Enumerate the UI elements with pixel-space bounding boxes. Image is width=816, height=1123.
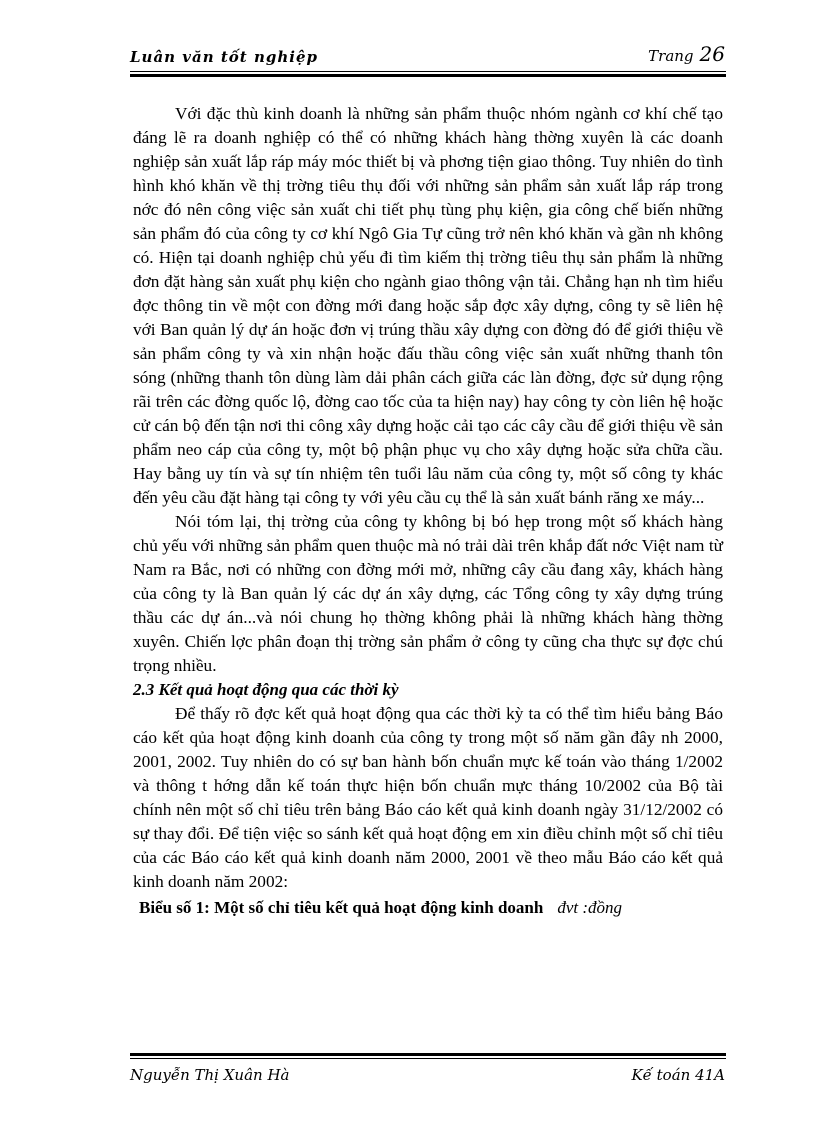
header-rule-thick: [130, 74, 726, 77]
header-title: Luân văn tốt nghiệp: [130, 48, 318, 66]
footer-author: Nguyễn Thị Xuân Hà: [130, 1066, 290, 1084]
header-rule-thin: [130, 71, 726, 72]
main-content: [133, 102, 723, 920]
caption-unit: đvt :đồng: [557, 898, 623, 917]
page-label: Trang: [648, 47, 694, 65]
page-header: [130, 40, 725, 70]
page-number: 26: [699, 42, 725, 66]
footer-rule-thin: [130, 1058, 726, 1059]
caption-title: Biểu số 1: Một số chỉ tiêu kết quả hoạt động kinh doanh: [139, 898, 544, 917]
paragraph-market-summary: Nói tóm lại, thị trờng của công ty không bị bó hẹp trong một số khách hàng chủ yếu với những sản phẩm quen thuộc mà nó trải dài trên khắp đất nớc Việt nam từ Nam ra Bắc, nơi có những con đờng mới mở, những cây cầu đang xây, khách hàng của công ty là Ban quản lý các dự án xây dựng, các Tổng công ty xây dựng trúng thầu các dự án...và nói chung họ thờng không phải là những khách hàng thờng xuyên. Chiến lợc phân đoạn thị trờng sản phẩm ở công ty cũng cha thực sự đợc chú trọng nhiều.: [133, 512, 723, 675]
header-page-label: [648, 42, 725, 66]
footer-class: Kế toán 41A: [631, 1066, 725, 1084]
table-caption: [139, 896, 723, 920]
section-heading: 2.3 Kết quả hoạt động qua các thời kỳ: [133, 680, 399, 699]
paragraph-market-description: Với đặc thù kinh doanh là những sản phẩm thuộc nhóm ngành cơ khí chế tạo đáng lẽ ra doanh nghiệp có thể có những khách hàng thờng xuyên là các doanh nghiệp sản xuất lắp ráp máy móc thiết bị và phơng tiện giao thông. Tuy nhiên do tình hình khó khăn về thị trờng tiêu thụ đối với những sản phẩm sản xuất lắp ráp trong nớc đó nên công việc sản xuất chi tiết phụ tùng phụ kiện, gia công chế biến những sản phẩm đó của công ty cơ khí Ngô Gia Tự cũng trở nên khó khăn và gần nh không có. Hiện tại doanh nghiệp chủ yếu đi tìm kiếm thị trờng tiêu thụ sản phẩm là những đơn đặt hàng sản xuất phụ kiện cho ngành giao thông vận tải. Chẳng hạn nh tìm hiểu đợc thông tin về một con đờng mới đang hoặc sắp đợc xây dựng, công ty sẽ liên hệ với Ban quản lý dự án hoặc đơn vị trúng thầu xây dựng con đờng đó để giới thiệu về sản phẩm công ty và xin nhận hoặc đấu thầu công việc sản xuất những thanh tôn sóng (những thanh tôn dùng làm dải phân cách giữa các làn đờng, đợc sử dụng rộng rãi trên các đờng quốc lộ, đờng cao tốc của ta hiện nay) hay công ty còn liên hệ hoặc cử cán bộ đến tận nơi thi công xây dựng hoặc cải tạo các cây cầu để giới thiệu về sản phẩm neo cáp của công ty, một bộ phận phục vụ cho xây dựng hoặc sửa chữa cầu. Hay bằng uy tín và sự tín nhiệm tên tuổi lâu năm của công ty, một số công ty khác đến yêu cầu đặt hàng tại công ty với yêu cầu cụ thể là sản xuất bánh răng xe máy...: [133, 104, 723, 507]
footer-rule-thick: [130, 1053, 726, 1056]
page-footer: [130, 1060, 725, 1090]
paragraph-results-intro: Để thấy rõ đợc kết quả hoạt động qua các thời kỳ ta có thể tìm hiểu bảng Báo cáo kết qủa hoạt động kinh doanh của công ty trong một số năm gần đây nh 2000, 2001, 2002. Tuy nhiên do có sự ban hành bốn chuẩn mực kế toán vào tháng 1/2002 và thông t hớng dẫn kế toán thực hiện bốn chuẩn mực tháng 10/2002 của Bộ tài chính nên một số chỉ tiêu trên bảng Báo cáo kết quả kinh doanh ngày 31/12/2002 có sự thay đổi. Để tiện việc so sánh kết quả hoạt động em xin điều chỉnh một số chỉ tiêu của các Báo cáo kết quả kinh doanh năm 2000, 2001 về theo mẫu Báo cáo kết quả kinh doanh năm 2002:: [133, 704, 723, 891]
